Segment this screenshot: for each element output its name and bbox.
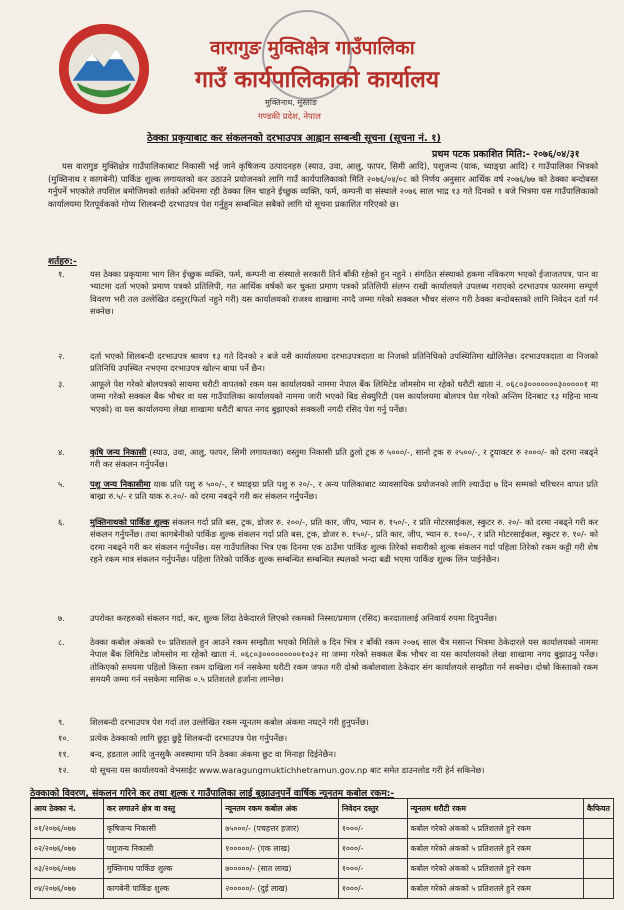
publish-date: प्रथम पटक प्रकाशित मिति:- २०७६/०४/३१ [432, 149, 580, 160]
table-cell: १०००००/- (एक लाख) [222, 839, 339, 859]
table-row [31, 819, 614, 839]
table-cell: कबोल गरेको अंकको ५ प्रतिशतले हुने रकम [407, 859, 583, 879]
condition-item: १०. प्रत्येक ठेक्काको लागि छुट्टा छुट्टै शिलबन्दी दरभाउपत्र पेश गर्नुपर्नेछ। [58, 733, 288, 743]
table-cell: कृषिजन्य निकासी [103, 819, 222, 839]
government-emblem-icon [55, 20, 153, 118]
table-cell [584, 839, 614, 859]
table-cell: १०००/- [338, 819, 407, 839]
table-header-cell: निवेदन दस्तुर [338, 799, 407, 819]
table-cell: मुक्तिनाथ पार्किङ शुल्क [103, 859, 222, 879]
condition-item: २. दर्ता भएको शिलबन्दी दरभाउपत्र श्रावण १३ गते दिनको २ बजे यसै कार्यालयमा दरभाउपत्रदाता वा निजको प्रतिनिधिको उपस्थितिमा खोलिनेछ। दरभाउपत्रदाता वा निजको प्रतिनिधि उपस्थित नभएमा दरभाउपत्र खोल्न बाधा पर्ने छैन। [58, 351, 598, 374]
office-address: मुक्तिनाथ, मुस्ताङ [265, 98, 318, 107]
table-row [31, 879, 614, 899]
notice-intro: यस वारागुङ मुक्तिक्षेत्र गाउँपालिकाबाट निकासी भई जाने कृषिजन्य उत्पादनहरु (स्याउ, उवा, आलु, फापर, सिमी आदि), पशुजन्य (याक, च्याङ्ग्रा आदि) र गाउँपालिका भित्रको (मुक्तिनाथ र कागबेनी) पार्किङ शुल्क लगायतको कर उठाउने प्रयोजनको लागि गाउँ कार्यपालिकाको मिति २०७६/०४/०८ को निर्णय अनुसार आर्थिक वर्ष २०७६/७७ को ठेक्का बन्दोबस्त गर्नुपर्ने भएकोले तपशिल बमोजिमको शर्तको अधिनमा रही ठेक्का लिन चाहने ईच्छुक व्यक्ति, फर्म, कम्पनी वा संस्थाले २०७६ साल भाद्र १३ गते दिनको १ बजे भित्रमा यस गाउँपालिकाको कार्यालयमा रितपूर्वकको गोप्य शिलबन्दी दरभाउपत्र पेश गर्नुहुन सम्बन्धित सबैको लागि यो सूचना प्रकाशित गरिएको छ। [48, 161, 598, 209]
table-cell: १०००/- [338, 859, 407, 879]
office-name: गाउँ कार्यपालिकाको कार्यालय [195, 67, 440, 93]
table-row [31, 859, 614, 879]
notice-title: ठेक्का प्रकृयाबाट कर संकलनको दरभाउपत्र आह्वान सम्बन्धी सूचना (सूचना नं. १) [147, 133, 441, 144]
conditions-heading: शर्तहरु:- [48, 257, 77, 267]
condition-item: ३. आफूले पेश गरेको बोलपत्रको साथमा धरौटी वापतको रकम यस कार्यालयको नाममा नेपाल बैंक लिमिटेड जोमसोम मा रहेको धरौटी खाता नं. ०६८०३०००००००३०००००१ मा जम्मा गरेको सक्कल बैंक भौचर वा यस गाउँपालिका कार्यालयको नाममा जारी भएको बिड सेक्युरिटी (यस कार्यालयमा बोलपत्र पेश गरेको अन्तिम दिनबाट १३ महिना मान्य भएको) वा यस कार्यालयमा लेखा शाखामा धरौटी बापत नगद बुझाएको सक्कली नगदी रसिद पेश गर्नु पर्नेछ। [58, 379, 598, 414]
table-cell: २०००००/- (दुई लाख) [222, 879, 339, 899]
table-title: ठेक्काको विवरण, संकलन गरिने कर तथा शुल्क र गाउँपालिका लाई बुझाउनुपर्ने वार्षिक न्यूनतम कबोल रकम:- [30, 788, 395, 799]
table-header-cell: न्यूनतम धरौटी रकम [407, 799, 583, 819]
condition-item: ६. मुक्तिनाथको पार्किङ शुल्क संकलन गर्दा प्रति बस, ट्रक, डोजर रु. २००/-, प्रति कार, जीप, भ्यान रु. १५०/-, र प्रति मोटरसाईकल, स्कुटर रु. २०/- को दरमा नबढ्ने गरी कर संकलन गर्नुपर्नेछ। तथा कागबेनीको पार्किङ शुल्क संकलन गर्दा प्रति बस, ट्रक, डोजर रु. १५०/-, प्रति कार, जीप, भ्यान रु. १००/-, र प्रति मोटरसाईकल, स्कुटर रु. १०/- को दरमा नबढ्ने गरी कर संकलन गर्नुपर्नेछ। यस गाउँपालिका भित्र एक दिनमा एक ठाउँमा पार्किङ शुल्क तिरेको सवारीको शुल्क संकलन गर्दा पहिला तिरेको रकम कट्टी गरी शेष रहने रकम मात्र संकलन गर्नुपर्नेछ। पहिला तिरेको पार्किङ शुल्क सम्बन्धित सम्बन्धित स्थलको भन्दा बढी भएमा पार्किङ शुल्क लिन पाईनेछैन। [58, 517, 598, 565]
condition-item: ११. बन्द, हडताल आदि जुनसुकै अवस्थामा पनि ठेक्का अंकमा छुट वा मिनाहा दिईनेछैन। [58, 749, 337, 759]
table-cell: ०२/२०७६/०७७ [31, 839, 104, 859]
condition-item: ८. ठेक्का कबोल अंकको १० प्रतिशतले हुन आउने रकम सम्झौता भएको मितिले ७ दिन भित्र र बाँकी रकम २०७६ साल चैत्र मसान्त भित्रमा ठेकेदारले यस कार्यालयको नाममा नेपाल बैंक लिमिटेड जोमसोम मा रहेको खाता नं. ०६८०३०००००००००१०३२ मा जम्मा गरेको सक्कल बैंक भौचर वा यस कार्यालयको लेखा शाखामा नगद बुझाउनु पर्नेछ। तोकिएको समयमा पहिलो किस्ता रकम दाखिला गर्न नसकेमा धरौटी रकम जफत गरी दोश्रो कबोलवाला ठेकेदार संग कार्यालयले सम्झौता गर्न सक्नेछ। दोश्रो किस्ताको रकम समयमै जम्मा गर्न नसकेमा मासिक ०.५ प्रतिशतले हर्जाना लाग्नेछ। [58, 637, 598, 685]
condition-item: ४. कृषि जन्य निकासी (स्याउ, उवा, आलु, फापर, सिमी लगायतका) वस्तुमा निकासी प्रति ठुलो ट्रक रु ५०००/-, सानो ट्रक रु २५००/-, र ट्र्याक्टर रु २०००/- को दरमा नबढ्ने गरी कर संकलन गर्नुपर्नेछ। [58, 447, 598, 470]
table-header-cell: आय ठेक्का नं. [31, 799, 104, 819]
table-cell [584, 879, 614, 899]
table-header-row [31, 799, 614, 819]
condition-item: ७. उपरोक्त करहरुको संकलन गर्दा, कर, शुल्क लिंदा ठेकेदारले लिएको रकमको निस्सा/प्रमाण (रसिद) करदातालाई अनिवार्य रुपमा दिनुपर्नेछ। [58, 613, 498, 623]
table-header-cell: कर लगाउने क्षेत्र वा वस्तु [103, 799, 222, 819]
table-header-cell: कैफियत [584, 799, 614, 819]
municipality-name: वारागुङ मुक्तिक्षेत्र गाउँपालिका [210, 37, 415, 59]
table-cell: ०३/२०७६/०७७ [31, 859, 104, 879]
table-cell: १०००/- [338, 839, 407, 859]
table-row [31, 839, 614, 859]
condition-item: १२. यो सूचना यस कार्यालयको वेभसाईट www.waragungmuktichhetramun.gov.np बाट समेत डाउनलोड गरी हेर्न सकिनेछ। [58, 765, 485, 775]
table-cell: ०१/२०७६/०७७ [31, 819, 104, 839]
table-cell [584, 819, 614, 839]
table-cell: ०४/२०७६/०७७ [31, 879, 104, 899]
table-cell: ७०००००/- (सात लाख) [222, 859, 339, 879]
table-cell: कबोल गरेको अंकको ५ प्रतिशतले हुने रकम [407, 819, 583, 839]
table-cell: पशुजन्य निकासी [103, 839, 222, 859]
condition-item: १. यस ठेक्का प्रकृयामा भाग लिन ईच्छुक व्यक्ति, फर्म, कम्पनी वा संस्थाले सरकारी तिर्न बाँकी रहेको हुन नहुने । संगठित संस्थाको हकमा नविकरण भएको ईजाजतपत्र, पान वा भ्याटमा दर्ता भएको प्रमाण पत्रको प्रतिलिपी, गत आर्थिक वर्षको कर चुक्ता प्रमाण पत्रको प्रतिलिपी संलग्न राखी कार्यालयले उपलब्ध गराएको दरभाउपत्र फारममा सम्पूर्ण विवरण भरी तल उल्लेखित दस्तुर(फिर्ता नहुने गरी) यस कार्यालयको राजश्व शाखामा नगदै जम्मा गरेको सक्कल भौचर संलग्न गरी ठेक्का बन्दोबस्तको लागि निवेदन दर्ता गर्न सक्नेछ। [58, 269, 599, 317]
table-cell: कबोल गरेको अंकको ५ प्रतिशतले हुने रकम [407, 879, 583, 899]
condition-item: ५. पशु जन्य निकासीमा याक प्रति पशु रु ५००/-, र च्याङ्ग्रा प्रति पशु रु २०/-, र अन्य पालिकाबाट व्यावसायिक प्रयोजनको लागि ल्याउँदा ७ दिन सम्मको चरिचरन वापत प्रति बाख्रा रु.५/- र प्रति याक रु.२०/- को दरमा नबढ्ने गरी कर संकलन गर्नुपर्नेछ। [58, 479, 598, 502]
table-cell: ७५०००/- (पचहत्तर हजार) [222, 819, 339, 839]
province-name: गण्डकी प्रदेश, नेपाल [258, 112, 321, 122]
table-header-cell: न्यूनतम रकम कबोल अंक [222, 799, 339, 819]
table-cell: कबोल गरेको अंकको ५ प्रतिशतले हुने रकम [407, 839, 583, 859]
condition-item: ९. शिलबन्दी दरभाउपत्र पेश गर्दा तल उल्लेखित रकम न्यूनतम कबोल अंकमा नघट्ने गरी हुनुपर्नेछ। [58, 717, 369, 727]
table-cell [584, 859, 614, 879]
table-cell: १०००/- [338, 879, 407, 899]
contract-table [30, 798, 614, 899]
table-cell: कागबेनी पार्किङ शुल्क [103, 879, 222, 899]
